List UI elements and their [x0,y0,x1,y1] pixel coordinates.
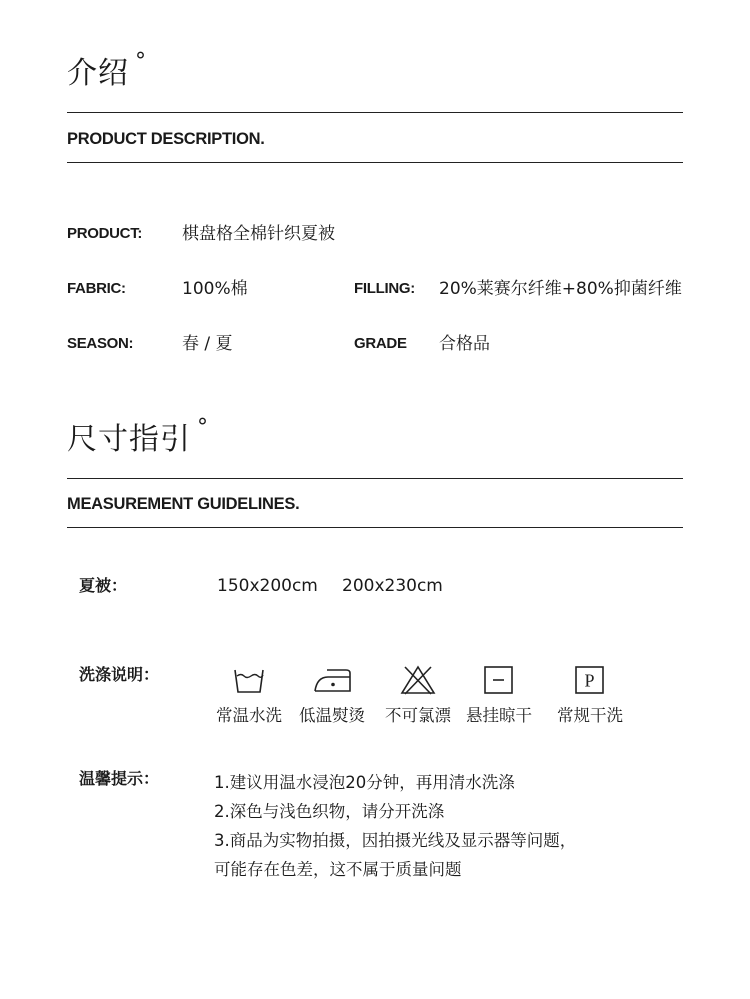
care-label: 低温熨烫 [299,706,365,725]
wash-basin-icon [232,664,266,696]
care-label: 不可氯漂 [385,706,451,725]
season-label: SEASON: [67,335,134,352]
filling-label: FILLING: [354,280,415,297]
size-title-text: 尺寸指引 [67,422,191,457]
grade-value: 合格品 [439,334,490,354]
tips-label: 温馨提示： [79,769,160,788]
fabric-label: FABRIC: [67,280,126,297]
intro-title-text: 介绍 [67,56,129,91]
care-label: 悬挂晾干 [466,706,532,725]
grade-label: GRADE [354,335,407,352]
divider [67,162,683,163]
size-option: 150x200cm [217,576,318,596]
size-subtitle: MEASUREMENT GUIDELINES. [67,495,300,513]
tips-list [214,768,576,884]
degree-mark: ° [135,49,147,74]
tip-line: 3.商品为实物拍摄，因拍摄光线及显示器等问题， [214,831,577,850]
iron-low-icon [311,664,353,696]
divider [67,527,683,528]
care-item-wash [209,664,289,725]
degree-mark: ° [197,415,209,440]
tip-line: 1.建议用温水浸泡20分钟，再用清水洗涤 [214,773,515,792]
care-item-iron [292,664,372,725]
wash-label: 洗涤说明： [79,665,160,684]
divider [67,478,683,479]
dry-clean-symbol: P [584,670,595,691]
season-value: 春 / 夏 [182,334,233,354]
dry-clean-p-icon [573,664,607,696]
fabric-value: 100%棉 [182,279,248,299]
care-item-bleach [378,664,458,725]
intro-subtitle: PRODUCT DESCRIPTION. [67,130,265,148]
divider [67,112,683,113]
quilt-label: 夏被： [79,576,128,595]
product-label: PRODUCT: [67,225,143,242]
care-label: 常规干洗 [557,706,623,725]
care-item-dryclean [550,664,630,725]
care-item-dry [459,664,539,725]
no-bleach-icon [400,664,436,696]
product-value: 棋盘格全棉针织夏被 [182,224,335,244]
line-dry-icon [482,664,516,696]
size-title [67,415,209,457]
intro-title [67,49,147,91]
tip-line: 2.深色与浅色织物，请分开洗涤 [214,802,445,821]
tip-line: 可能存在色差，这不属于质量问题 [214,860,462,879]
filling-value: 20%莱赛尔纤维+80%抑菌纤维 [439,279,682,299]
care-label: 常温水洗 [216,706,282,725]
size-option: 200x230cm [342,576,443,596]
